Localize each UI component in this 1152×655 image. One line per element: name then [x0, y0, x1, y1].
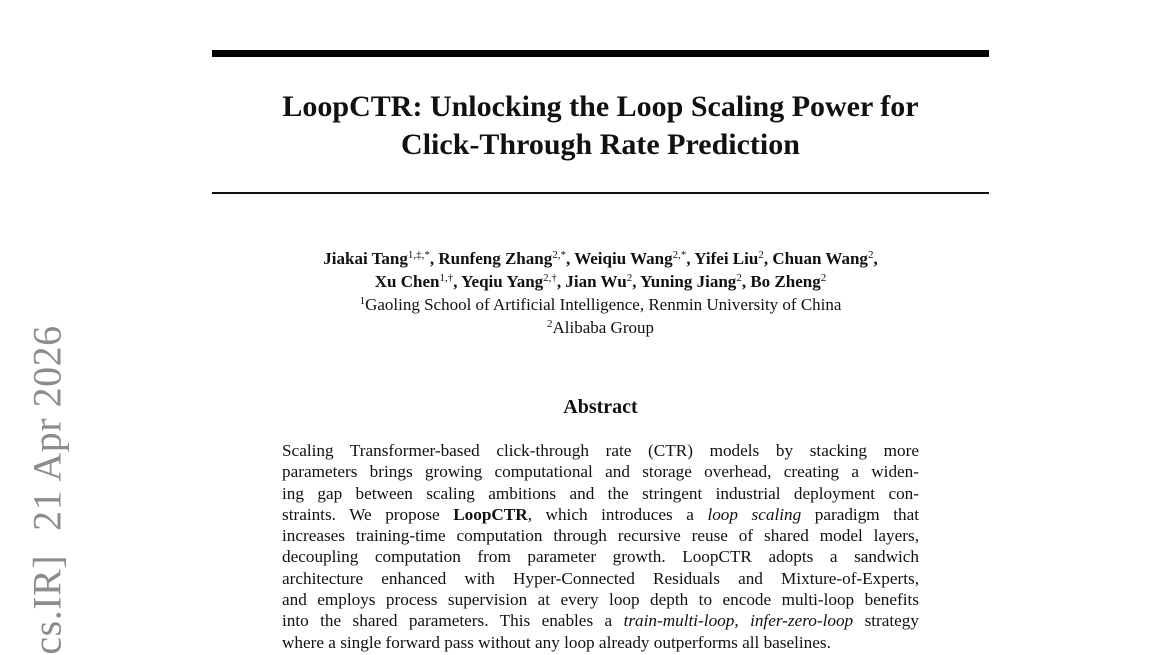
abstract-line [282, 589, 919, 610]
arxiv-category: cs.IR] [24, 554, 70, 655]
author-marks: 2,† [543, 272, 557, 284]
author-block [212, 247, 989, 339]
author-marks: 2 [626, 272, 633, 284]
affiliation-1 [212, 293, 989, 316]
abstract-body [282, 440, 919, 653]
abstract-text: parameters brings growing computational and storage overhead, creating a widen- [282, 462, 919, 482]
author-separator: , [763, 249, 773, 268]
author-name: Weiqiu Wang [574, 249, 673, 268]
author-line-2 [212, 270, 989, 293]
abstract-text: where a single forward pass without any loop already outperforms all baselines. [282, 632, 831, 652]
abstract-line [282, 568, 919, 589]
author-name: Runfeng Zhang [438, 249, 553, 268]
abstract-text: ing gap between scaling ambitions and the stringent industrial deployment con- [282, 483, 919, 503]
abstract-text: paradigm that [801, 504, 919, 524]
abstract-text: and employs process supervision at every loop depth to encode multi-loop benefits [282, 590, 919, 610]
affiliation-2 [212, 316, 989, 339]
author-marks: 2 [758, 249, 764, 261]
author-separator: , [741, 272, 751, 291]
paper-title [212, 88, 989, 164]
affiliation-mark: 1 [359, 295, 366, 307]
author-marks: 2 [820, 272, 827, 284]
author-separator: , [873, 249, 878, 268]
abstract-line [282, 525, 919, 546]
abstract-text: increases training-time computation through recursive reuse of shared model layers, [282, 526, 919, 546]
author-separator: , [686, 249, 695, 268]
abstract-bold-text: LoopCTR [453, 504, 528, 524]
abstract-text: straints. We propose [282, 504, 454, 524]
author-marks: 2 [867, 249, 874, 261]
abstract-line [282, 504, 919, 525]
abstract-text: decoupling computation from parameter growth. LoopCTR adopts a sandwich [282, 547, 919, 567]
affiliation-mark: 2 [546, 318, 553, 330]
affiliation-text: Alibaba Group [552, 318, 654, 337]
abstract-line [282, 610, 919, 631]
affiliation-text: Gaoling School of Artificial Intelligence, Renmin University of China [365, 295, 842, 314]
paper-title-line-1: LoopCTR: Unlocking the Loop Scaling Power for [282, 90, 919, 123]
author-name: Yeqiu Yang [461, 272, 544, 291]
author-name: Yuning Jiang [640, 272, 737, 291]
abstract-text: strategy [853, 611, 919, 631]
title-bottom-rule [212, 192, 989, 194]
author-name: Jian Wu [565, 272, 627, 291]
abstract-line [282, 440, 919, 461]
abstract-line [282, 632, 919, 653]
title-top-rule [212, 50, 989, 57]
author-marks: 1,† [439, 272, 454, 284]
abstract-italic-text: train-multi-loop, infer-zero-loop [623, 611, 854, 631]
author-name: Chuan Wang [772, 249, 868, 268]
author-name: Yifei Liu [694, 249, 759, 268]
abstract-text: , which introduces a [527, 504, 708, 524]
author-separator: , [429, 249, 439, 268]
arxiv-watermark [24, 325, 71, 654]
arxiv-date: 21 Apr 2026 [24, 325, 70, 531]
abstract-line [282, 461, 919, 482]
abstract-text: into the shared parameters. This enables a [282, 611, 624, 631]
abstract-line [282, 546, 919, 567]
author-marks: 2 [736, 272, 742, 284]
abstract-italic-text: loop scaling [707, 504, 802, 524]
abstract-heading: Abstract [563, 396, 638, 418]
author-marks: 2,* [552, 249, 566, 261]
author-separator: , [565, 249, 575, 268]
author-marks: 2,* [672, 249, 687, 261]
author-name: Xu Chen [374, 272, 440, 291]
abstract-text: Scaling Transformer-based click-through rate (CTR) models by stacking more [282, 441, 919, 460]
paper-title-line-2: Click-Through Rate Prediction [401, 128, 800, 161]
author-separator: , [453, 272, 462, 291]
author-name: Bo Zheng [750, 272, 821, 291]
author-marks: 1,‡,* [407, 249, 430, 261]
author-separator: , [632, 272, 641, 291]
abstract-text: architecture enhanced with Hyper-Connected Residuals and Mixture-of-Experts, [282, 568, 919, 588]
abstract-line [282, 483, 919, 504]
author-name: Jiakai Tang [323, 249, 408, 268]
author-separator: , [556, 272, 566, 291]
author-line-1 [212, 247, 989, 270]
